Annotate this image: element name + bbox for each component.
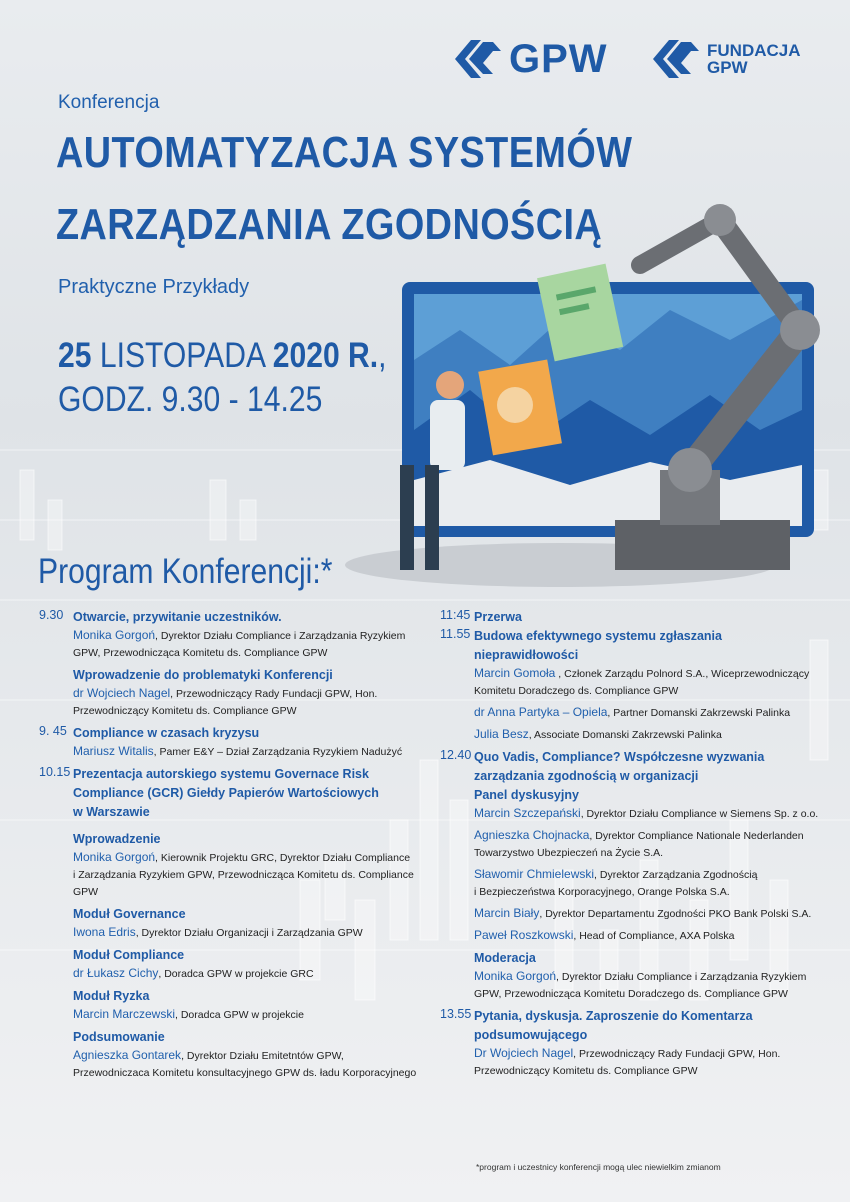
subtitle: Praktyczne Przykłady bbox=[58, 276, 250, 298]
speaker bbox=[73, 685, 423, 720]
speaker-role-cont: Towarzystwo Ubezpieczeń na Życie S.A. bbox=[474, 847, 664, 859]
speaker-name: Marcin Gomoła bbox=[474, 666, 556, 680]
speaker bbox=[73, 849, 423, 901]
heading-line: zarządzania zgodnością w organizacji bbox=[474, 769, 699, 783]
agenda-heading bbox=[474, 627, 834, 665]
speaker bbox=[474, 805, 834, 823]
agenda-time: 11:45 bbox=[440, 608, 471, 622]
agenda-item bbox=[39, 608, 423, 662]
speaker bbox=[73, 743, 423, 761]
speaker bbox=[474, 866, 834, 901]
speaker-role-cont: Komitetu Doradczego ds. Compliance GPW bbox=[474, 685, 679, 697]
agenda-heading: Moduł Ryzka bbox=[73, 989, 150, 1003]
title-line-1: AUTOMATYZACJA SYSTEMÓW bbox=[56, 128, 633, 177]
speaker bbox=[73, 1006, 423, 1024]
speaker-name: Julia Besz bbox=[474, 727, 529, 741]
agenda-heading bbox=[474, 748, 834, 805]
agenda-time: 9.30 bbox=[39, 608, 64, 622]
speaker-role: , Dyrektor Działu Organizacji i Zarządzania GPW bbox=[135, 927, 363, 939]
fundacja-gpw-logo[interactable] bbox=[651, 36, 801, 82]
speaker-role: , Członek Zarządu Polnord S.A., Wiceprzewodniczący bbox=[555, 668, 810, 680]
speaker-role: , Przewodniczący Rady Fundacji GPW, Hon. bbox=[573, 1048, 781, 1060]
heading-line: podsumowującego bbox=[474, 1028, 588, 1042]
title-line-2: ZARZĄDZANIA ZGODNOŚCIĄ bbox=[56, 200, 603, 249]
speaker-name: dr Wojciech Nagel bbox=[73, 686, 171, 700]
speaker-name: Marcin Szczepański bbox=[474, 806, 581, 820]
speaker-name: Marcin Marczewski bbox=[73, 1007, 176, 1021]
speaker bbox=[474, 726, 834, 744]
speaker-role: , Dyrektor Działu Compliance i Zarządzania Ryzykiem bbox=[556, 971, 807, 983]
speaker-role-cont: Przewodniczący Komitetu ds. Compliance GPW bbox=[474, 1065, 698, 1077]
gpw-logo-text: GPW bbox=[509, 36, 608, 81]
speaker-role: , Przewodniczący Rady Fundacji GPW, Hon. bbox=[170, 688, 378, 700]
date-day: 25 bbox=[58, 336, 92, 375]
speaker-role: , Pamer E&Y – Dział Zarządzania Ryzykiem Nadużyć bbox=[153, 746, 403, 758]
date-comma: , bbox=[378, 336, 387, 375]
speaker bbox=[474, 827, 834, 862]
chart-document-icon bbox=[478, 360, 562, 456]
speaker-name: Mariusz Witalis bbox=[73, 744, 154, 758]
speaker-name: Monika Gorgoń bbox=[474, 969, 557, 983]
speaker-role: , Dyrektor Działu Emitetntów GPW, bbox=[181, 1050, 344, 1062]
gpw-logo-mark-icon bbox=[453, 36, 503, 82]
heading-line: w Warszawie bbox=[73, 805, 150, 819]
heading-line: Budowa efektywnego systemu zgłaszania bbox=[474, 629, 722, 643]
speaker bbox=[73, 1047, 423, 1082]
agenda-time: 13.55 bbox=[440, 1007, 472, 1021]
agenda-item bbox=[73, 905, 423, 942]
speaker-name: Agnieszka Chojnacka bbox=[474, 828, 590, 842]
speaker bbox=[474, 665, 834, 700]
speaker-role-cont: Przewodniczaca Komitetu konsultacyjnego GPW ds. ładu Korporacyjnego bbox=[73, 1067, 417, 1079]
event-time: GODZ. 9.30 - 14.25 bbox=[58, 380, 323, 419]
program-left-column bbox=[39, 608, 423, 1086]
heading-line: Panel dyskusyjny bbox=[474, 788, 579, 802]
footnote: *program i uczestnicy konferencji mogą ulec niewielkim zmianom bbox=[476, 1162, 721, 1172]
agenda-item bbox=[73, 830, 423, 901]
speaker-name: Iwona Edris bbox=[73, 925, 136, 939]
agenda-time: 12.40 bbox=[440, 748, 472, 762]
speaker bbox=[474, 905, 834, 923]
speaker-name: Monika Gorgoń bbox=[73, 628, 156, 642]
speaker bbox=[474, 1045, 834, 1080]
speaker-name: dr Anna Partyka – Opiela bbox=[474, 705, 608, 719]
agenda-item bbox=[73, 987, 423, 1024]
agenda-item bbox=[440, 748, 834, 945]
gpw-logo[interactable] bbox=[453, 36, 608, 82]
agenda-time: 10.15 bbox=[39, 765, 71, 779]
agenda-item bbox=[440, 1007, 834, 1080]
agenda-item bbox=[73, 946, 423, 983]
agenda-heading: Podsumowanie bbox=[73, 1030, 165, 1044]
heading-line: nieprawidłowości bbox=[474, 648, 579, 662]
konferencja-label: Konferencja bbox=[58, 92, 160, 113]
agenda-heading bbox=[73, 765, 423, 822]
heading-line: Compliance (GCR) Giełdy Papierów Wartościowych bbox=[73, 786, 379, 800]
agenda-heading: Przerwa bbox=[474, 610, 522, 624]
speaker-role-cont: i Zarządzania Ryzykiem GPW, Przewodnicząca Komitetu ds. Compliance GPW bbox=[73, 869, 414, 898]
agenda-item bbox=[73, 666, 423, 720]
speaker-role: , Dyrektor Compliance Nationale Nederlanden bbox=[589, 830, 804, 842]
speaker-role: , Head of Compliance, AXA Polska bbox=[573, 930, 735, 942]
speaker bbox=[73, 965, 423, 983]
speaker-role-cont: i Bezpieczeństwa Korporacyjnego, Orange Polska S.A. bbox=[474, 886, 730, 898]
fundacja-logo-mark-icon bbox=[651, 36, 701, 82]
agenda-heading: Moduł Compliance bbox=[73, 948, 185, 962]
speaker bbox=[474, 927, 834, 945]
agenda-heading bbox=[474, 1007, 834, 1045]
speaker-role: , Dyrektor Departamentu Zgodności PKO Bank Polski S.A. bbox=[539, 908, 812, 920]
speaker bbox=[474, 704, 834, 722]
fundacja-logo-line2: GPW bbox=[707, 58, 748, 77]
agenda-heading: Moduł Governance bbox=[73, 907, 186, 921]
agenda-item bbox=[73, 1028, 423, 1082]
speaker-role: , Associate Domanski Zakrzewski Palinka bbox=[528, 729, 722, 741]
speaker-role-cont: GPW, Przewodnicząca Komitetu ds. Compliance GPW bbox=[73, 647, 328, 659]
speaker bbox=[73, 627, 423, 662]
date-year: 2020 R. bbox=[272, 336, 379, 375]
speaker-name: Paweł Roszkowski bbox=[474, 928, 574, 942]
speaker-role: , Partner Domanski Zakrzewski Palinka bbox=[607, 707, 791, 719]
speaker bbox=[73, 924, 423, 942]
heading-line: Prezentacja autorskiego systemu Governace Risk bbox=[73, 767, 369, 781]
speaker-name: Sławomir Chmielewski bbox=[474, 867, 595, 881]
speaker-name: Marcin Biały bbox=[474, 906, 540, 920]
heading-line: Pytania, dyskusja. Zaproszenie do Komentarza bbox=[474, 1009, 753, 1023]
speaker-name: Dr Wojciech Nagel bbox=[474, 1046, 574, 1060]
speaker-role-cont: GPW, Przewodnicząca Komitetu Doradczego ds. Compliance GPW bbox=[474, 988, 788, 1000]
speaker-role: , Doradca GPW w projekcie bbox=[175, 1009, 304, 1021]
agenda-heading: Otwarcie, przywitanie uczestników. bbox=[73, 610, 282, 624]
speaker-role: , Dyrektor Działu Compliance w Siemens Sp. z o.o. bbox=[580, 808, 819, 820]
speaker bbox=[474, 968, 834, 1003]
agenda-heading: Compliance w czasach kryzysu bbox=[73, 726, 260, 740]
fundacja-logo-line1: FUNDACJA bbox=[707, 41, 801, 60]
agenda-item bbox=[440, 627, 834, 744]
agenda-heading: Wprowadzenie do problematyki Konferencji bbox=[73, 668, 333, 682]
agenda-item bbox=[39, 765, 423, 822]
speaker-name: Agnieszka Gontarek bbox=[73, 1048, 182, 1062]
speaker-role: , Dyrektor Działu Compliance i Zarządzania Ryzykiem bbox=[155, 630, 406, 642]
agenda-item bbox=[39, 724, 423, 761]
agenda-time: 9. 45 bbox=[39, 724, 67, 738]
agenda-time: 11.55 bbox=[440, 627, 471, 641]
speaker-name: Monika Gorgoń bbox=[73, 850, 156, 864]
speaker-role: , Doradca GPW w projekcie GRC bbox=[158, 968, 314, 980]
speaker-name: dr Łukasz Cichy bbox=[73, 966, 159, 980]
agenda-item bbox=[474, 949, 834, 1003]
program-title: Program Konferencji:* bbox=[38, 552, 333, 591]
speaker-role-cont: Przewodniczący Komitetu ds. Compliance GPW bbox=[73, 705, 297, 717]
agenda-heading: Wprowadzenie bbox=[73, 832, 161, 846]
agenda-item bbox=[440, 608, 834, 627]
date-month: LISTOPADA bbox=[91, 336, 273, 375]
speaker-role: , Kierownik Projektu GRC, Dyrektor Działu Compliance bbox=[155, 852, 411, 864]
heading-line: Quo Vadis, Compliance? Współczesne wyzwania bbox=[474, 750, 765, 764]
speaker-role: , Dyrektor Zarządzania Zgodnością bbox=[594, 869, 758, 881]
program-right-column bbox=[440, 608, 834, 1084]
agenda-heading: Moderacja bbox=[474, 951, 536, 965]
robot-arm-illustration bbox=[330, 190, 840, 590]
